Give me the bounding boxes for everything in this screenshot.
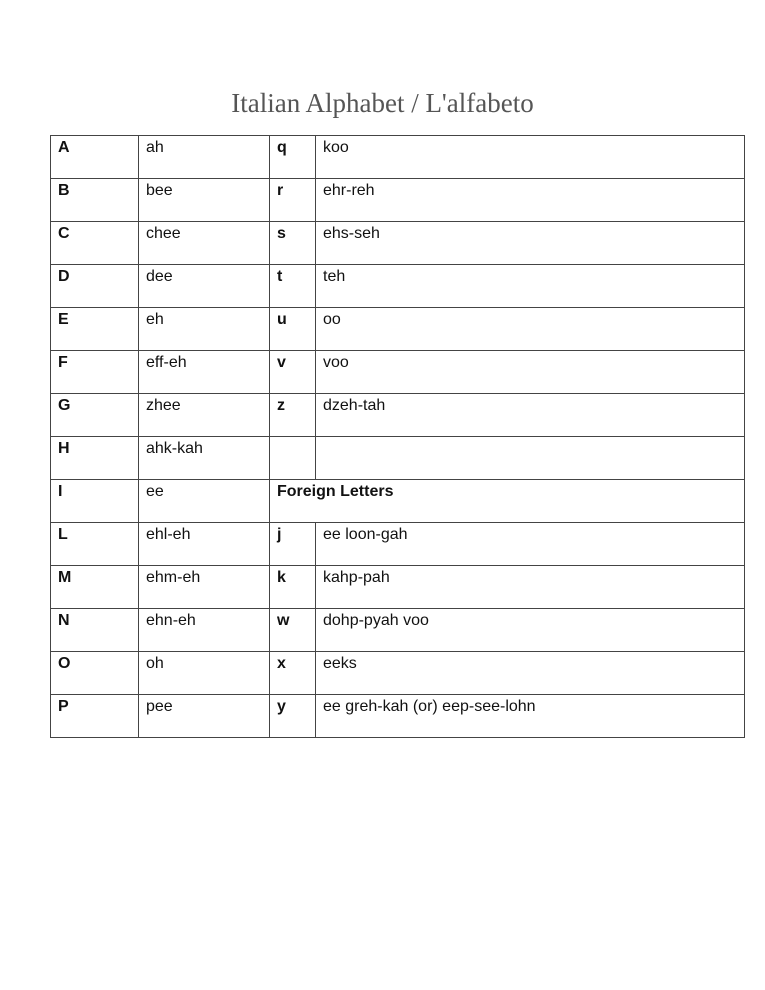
second-pronunciation: ee loon-gah (316, 523, 745, 566)
table-row (51, 136, 745, 179)
second-letter (270, 437, 316, 480)
table-row (51, 523, 745, 566)
italian-letter: B (51, 179, 139, 222)
second-pronunciation: kahp-pah (316, 566, 745, 609)
second-pronunciation: ehs-seh (316, 222, 745, 265)
table-row (51, 437, 745, 480)
second-letter: j (270, 523, 316, 566)
italian-letter: I (51, 480, 139, 523)
second-letter: k (270, 566, 316, 609)
italian-letter: C (51, 222, 139, 265)
second-pronunciation (316, 437, 745, 480)
table-row (51, 265, 745, 308)
table-row (51, 695, 745, 738)
italian-letter: M (51, 566, 139, 609)
second-letter: q (270, 136, 316, 179)
second-pronunciation: teh (316, 265, 745, 308)
table-row (51, 351, 745, 394)
alphabet-table-body (51, 136, 745, 738)
italian-pronunciation: oh (139, 652, 270, 695)
second-letter: w (270, 609, 316, 652)
italian-letter: P (51, 695, 139, 738)
second-letter: s (270, 222, 316, 265)
italian-letter: G (51, 394, 139, 437)
italian-pronunciation: pee (139, 695, 270, 738)
italian-letter: F (51, 351, 139, 394)
table-row (51, 179, 745, 222)
second-letter: t (270, 265, 316, 308)
italian-pronunciation: bee (139, 179, 270, 222)
second-pronunciation: oo (316, 308, 745, 351)
italian-letter: H (51, 437, 139, 480)
second-pronunciation: ee greh-kah (or) eep-see-lohn (316, 695, 745, 738)
italian-letter: A (51, 136, 139, 179)
table-row (51, 566, 745, 609)
italian-pronunciation: ahk-kah (139, 437, 270, 480)
table-row (51, 394, 745, 437)
second-letter: y (270, 695, 316, 738)
table-row (51, 652, 745, 695)
italian-pronunciation: eh (139, 308, 270, 351)
table-row (51, 609, 745, 652)
second-pronunciation: dohp-pyah voo (316, 609, 745, 652)
italian-letter: D (51, 265, 139, 308)
italian-letter: N (51, 609, 139, 652)
table-row (51, 308, 745, 351)
second-pronunciation: ehr-reh (316, 179, 745, 222)
italian-pronunciation: zhee (139, 394, 270, 437)
page-title: Italian Alphabet / L'alfabeto (231, 88, 534, 118)
second-letter: z (270, 394, 316, 437)
italian-pronunciation: eff-eh (139, 351, 270, 394)
italian-pronunciation: dee (139, 265, 270, 308)
second-letter: v (270, 351, 316, 394)
italian-pronunciation: ehl-eh (139, 523, 270, 566)
italian-letter: E (51, 308, 139, 351)
table-row (51, 222, 745, 265)
italian-pronunciation: ehn-eh (139, 609, 270, 652)
table-row (51, 480, 745, 523)
second-pronunciation: eeks (316, 652, 745, 695)
second-pronunciation: dzeh-tah (316, 394, 745, 437)
second-pronunciation: koo (316, 136, 745, 179)
italian-pronunciation: ee (139, 480, 270, 523)
italian-pronunciation: ehm-eh (139, 566, 270, 609)
second-letter: x (270, 652, 316, 695)
second-letter: r (270, 179, 316, 222)
second-pronunciation: voo (316, 351, 745, 394)
alphabet-table (50, 135, 745, 738)
italian-pronunciation: ah (139, 136, 270, 179)
italian-letter: L (51, 523, 139, 566)
italian-pronunciation: chee (139, 222, 270, 265)
italian-letter: O (51, 652, 139, 695)
second-letter: u (270, 308, 316, 351)
section-heading: Foreign Letters (270, 480, 745, 523)
